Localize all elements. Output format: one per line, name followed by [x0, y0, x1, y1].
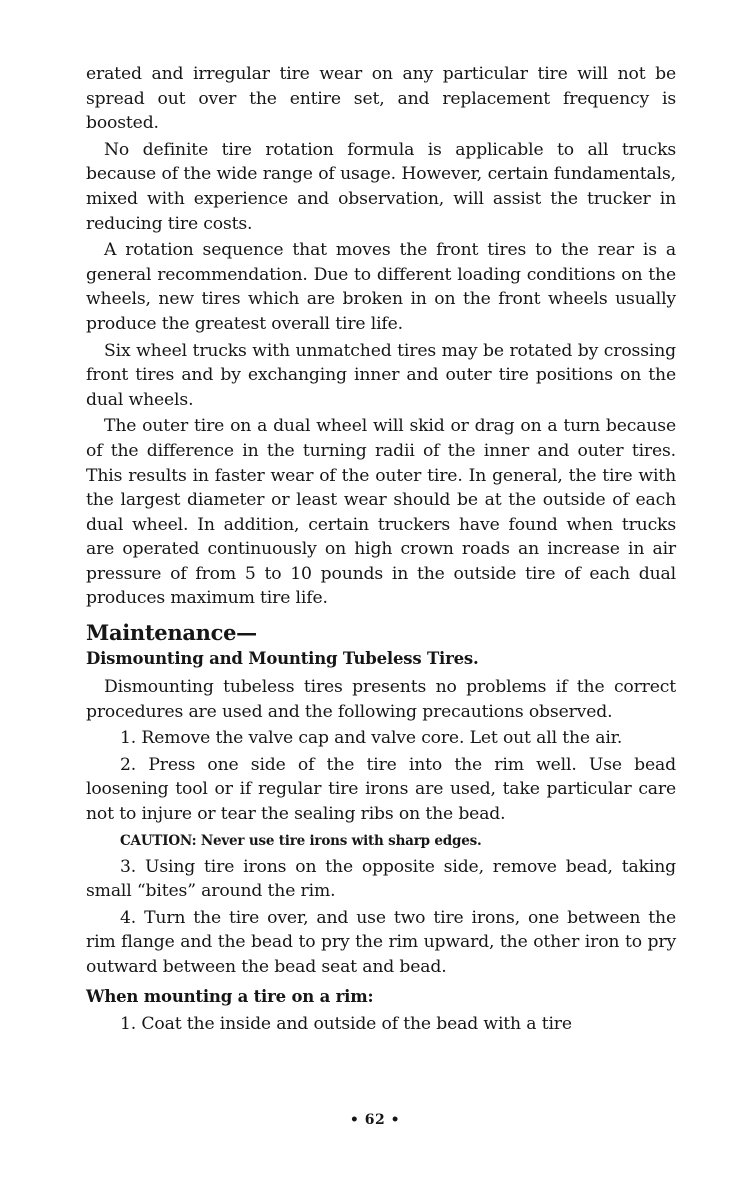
page-body — [86, 62, 676, 1036]
paragraph-six-wheel: Six wheel trucks with unmatched tires may be rotated by crossing front tires and by exchanging inner and outer tire positions on the dual wheels. — [86, 340, 676, 410]
paragraph-rotation-sequence: A rotation sequence that moves the front tires to the rear is a general recommendation. Due to different loading conditions on the wheels, new tires which are broken in on the front wheels usually produce the greatest overall tire life. — [86, 240, 676, 334]
intro-paragraph: Dismounting tubeless tires presents no problems if the correct procedures are used and the following precautions observed. — [86, 677, 676, 722]
paragraph-rotation-formula: No definite tire rotation formula is applicable to all trucks because of the wide range of usage. However, certain fundamentals, mixed with experience and observation, will assist the trucker in reducing tire costs. — [86, 139, 676, 234]
caution-note — [120, 830, 676, 852]
step-item: 1. Coat the inside and outside of the bead with a tire — [120, 1013, 572, 1034]
mounting-heading: When mounting a tire on a rim: — [86, 986, 374, 1006]
paragraph-continued: erated and irregular tire wear on any particular tire will not be spread out over the entire set, and replacement frequency is boosted. — [86, 64, 676, 134]
step-item: 4. Turn the tire over, and use two tire irons, one between the rim flange and the bead to pry the rim upward, the other iron to pry outward between the bead seat and bead. — [86, 907, 676, 977]
caution-text: Never use tire irons with sharp edges. — [196, 832, 482, 849]
subsection-heading: Dismounting and Mounting Tubeless Tires. — [86, 649, 479, 669]
caution-label: CAUTION: — [120, 832, 197, 849]
section-heading: Maintenance— — [86, 620, 257, 646]
step-item: 1. Remove the valve cap and valve core. Let out all the air. — [120, 728, 623, 749]
step-item: 3. Using tire irons on the opposite side, remove bead, taking small “bites” around the rim. — [86, 856, 676, 902]
step-item: 2. Press one side of the tire into the rim well. Use bead loosening tool or if regular tire irons are used, take particular care not to injure or tear the sealing ribs on the bead. — [86, 754, 676, 825]
page-number: • 62 • — [349, 1112, 401, 1128]
paragraph-dual-wheel: The outer tire on a dual wheel will skid or drag on a turn because of the difference in the turning radii of the inner and outer tires. This results in faster wear of the outer tire. In general, the tire with the largest diameter or least wear should be at the outside of each dual wheel. In addition, certain truckers have found when trucks are operated continuously on high crown roads an increase in air pressure of from 5 to 10 pounds in the outside tire of each dual produces maximum tire life. — [86, 416, 676, 609]
